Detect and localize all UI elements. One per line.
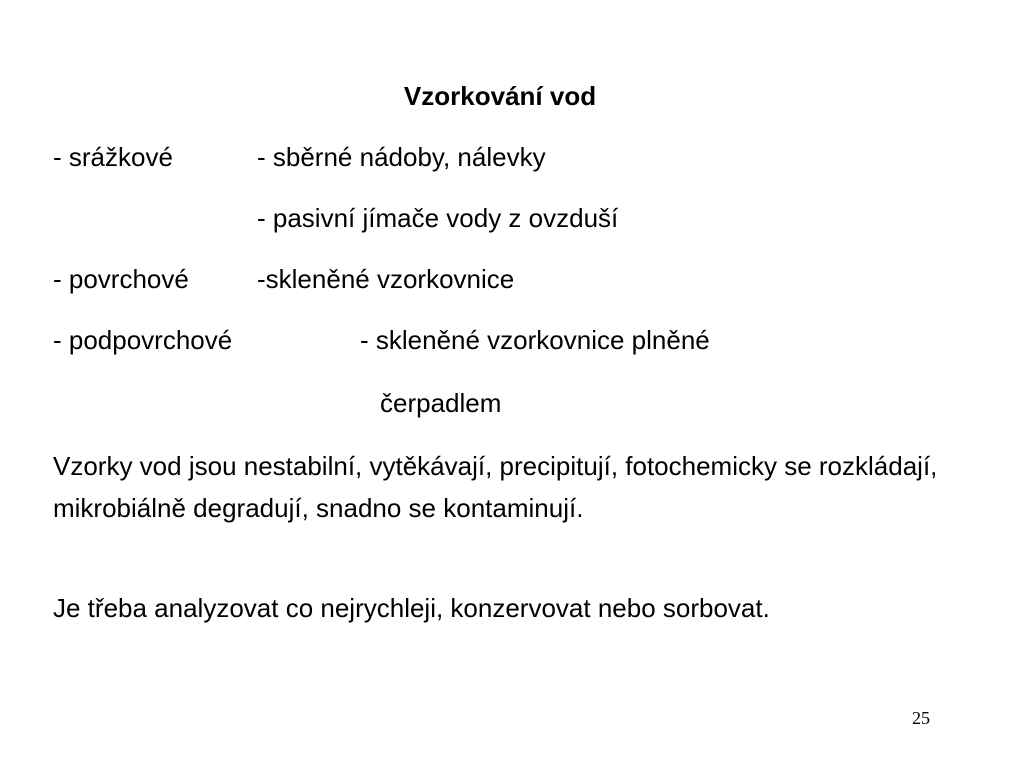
row-detail-vzorkovnice-plnene: - skleněné vzorkovnice plněné	[360, 325, 710, 355]
row-detail-cerpadlem: čerpadlem	[380, 388, 502, 418]
row-term-povrchove: - povrchové	[53, 264, 189, 294]
row-detail-sklenene-vzorkovnice: -skleněné vzorkovnice	[257, 264, 515, 294]
row-term-podpovrchove: - podpovrchové	[53, 325, 233, 355]
paragraph-analysis: Je třeba analyzovat co nejrychleji, konzervovat nebo sorbovat.	[53, 593, 770, 623]
row-detail-pasivni-jimace: - pasivní jímače vody z ovzduší	[257, 203, 619, 233]
row-term-srazkove: - srážkové	[53, 142, 173, 172]
row-detail-sberne-nadoby: - sběrné nádoby, nálevky	[257, 142, 546, 172]
slide-title: Vzorkování vod	[403, 81, 597, 111]
paragraph-stability: Vzorky vod jsou nestabilní, vytěkávají, precipitují, fotochemicky se rozkládají, mikrobiálně degradují, snadno se kontaminují.	[53, 451, 938, 523]
page-number: 25	[912, 708, 930, 728]
